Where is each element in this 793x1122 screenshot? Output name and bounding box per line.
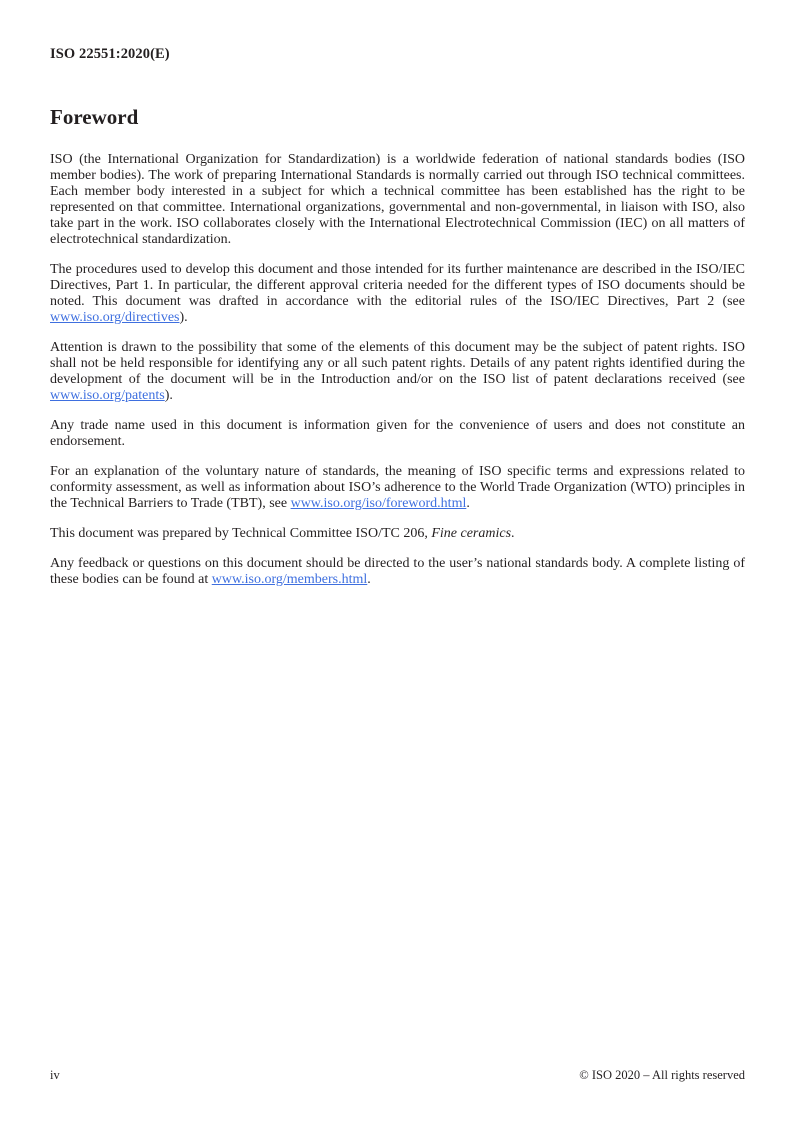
page-header	[50, 46, 170, 63]
copyright-notice: © ISO 2020 – All rights reserved	[579, 1068, 745, 1082]
page-number: iv	[50, 1068, 60, 1082]
text-run: This document was prepared by Technical Committee ISO/TC 206,	[50, 526, 432, 541]
text-run: ).	[179, 310, 188, 325]
hyperlink[interactable]: www.iso.org/directives	[50, 310, 180, 325]
foreword-paragraphs	[50, 152, 745, 602]
text-run: Any feedback or questions on this document should be directed to the user’s national standards body. A complete listing of these bodies can be found at	[50, 556, 745, 587]
paragraph	[50, 340, 745, 404]
hyperlink[interactable]: www.iso.org/members.html	[211, 572, 368, 587]
paragraph	[50, 418, 745, 450]
italic-text: Fine ceramics	[431, 526, 512, 541]
text-run: .	[511, 526, 515, 541]
text-run: For an explanation of the voluntary nature of standards, the meaning of ISO specific terms and expressions related to conformity assessment, as well as information about ISO’s adherence to the World Trade Organization (WTO) principles in the Technical Barriers to Trade (TBT), see	[50, 464, 745, 511]
text-run: .	[466, 496, 470, 511]
text-run: Any trade name used in this document is information given for the convenience of users and does not constitute an endorsement.	[50, 418, 745, 449]
paragraph	[50, 464, 745, 512]
paragraph	[50, 262, 745, 326]
text-run: Attention is drawn to the possibility that some of the elements of this document may be the subject of patent rights. ISO shall not be held responsible for identifying any or all such patent rights. Details of any patent rights identified during the development of the document will be in the Introduction and/or on the ISO list of patent declarations received (see	[50, 340, 745, 387]
text-run: ISO (the International Organization for Standardization) is a worldwide federation of national standards bodies (ISO member bodies). The work of preparing International Standards is normally carried out through ISO technical committees. Each member body interested in a subject for which a technical committee has been established has the right to be represented on that committee. International organizations, governmental and non-governmental, in liaison with ISO, also take part in the work. ISO collaborates closely with the International Electrotechnical Commission (IEC) on all matters of electrotechnical standardization.	[50, 152, 745, 247]
text-run: ).	[164, 388, 173, 403]
page-footer	[50, 1068, 745, 1083]
document-id: ISO 22551:2020(E)	[50, 46, 170, 62]
text-run: The procedures used to develop this document and those intended for its further maintenance are described in the ISO/IEC Directives, Part 1. In particular, the different approval criteria needed for the different types of ISO documents should be noted. This document was drafted in accordance with the editorial rules of the ISO/IEC Directives, Part 2 (see	[50, 262, 745, 309]
text-run: .	[367, 572, 371, 587]
paragraph	[50, 556, 745, 588]
foreword-title: Foreword	[50, 105, 139, 129]
hyperlink[interactable]: www.iso.org/iso/foreword.html	[290, 496, 467, 511]
paragraph	[50, 152, 745, 248]
hyperlink[interactable]: www.iso.org/patents	[50, 388, 165, 403]
paragraph	[50, 526, 745, 542]
